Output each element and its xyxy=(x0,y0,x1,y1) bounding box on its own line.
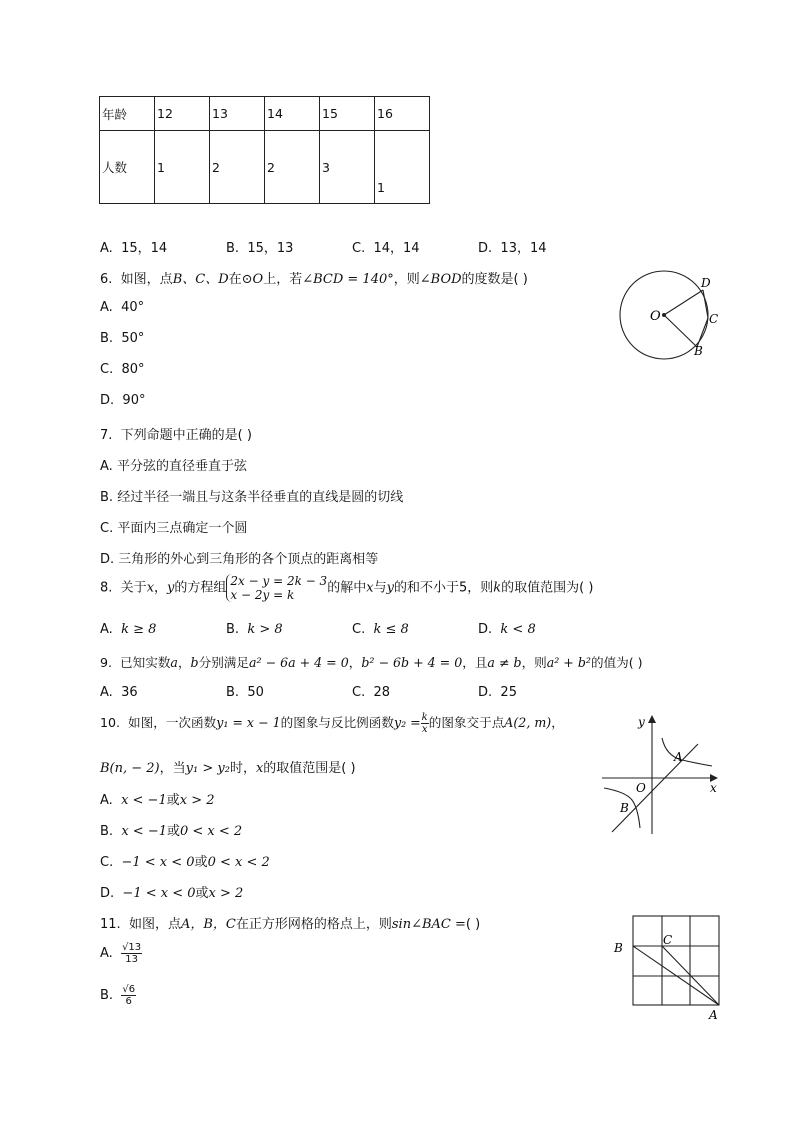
svg-text:C: C xyxy=(663,933,673,947)
table-cell: 13 xyxy=(210,97,265,131)
table-cell: 3 xyxy=(320,131,375,204)
svg-text:A: A xyxy=(709,1008,718,1022)
table-row xyxy=(100,97,430,131)
table-cell: 人数 xyxy=(100,131,155,204)
q7-option-d[interactable]: D. 三角形的外心到三角形的各个顶点的距离相等 xyxy=(100,552,379,567)
option-text: 13，14 xyxy=(500,241,547,256)
q6-stem: 6. 如图，点B、C、D在⊙O上，若∠BCD = 140°，则∠BOD的度数是( ) xyxy=(100,272,528,287)
table-cell: 15 xyxy=(320,97,375,131)
option-text: 15，13 xyxy=(247,241,294,256)
q6-option-d[interactable]: D. 90° xyxy=(100,393,146,408)
label-c: C xyxy=(709,312,719,326)
svg-text:x: x xyxy=(710,781,717,795)
table-cell: 12 xyxy=(155,97,210,131)
q9-stem: 9. 已知实数a，b分别满足a² − 6a + 4 = 0，b² − 6b + 4 = 0，且a ≠ b，则a² + b²的值为( ) xyxy=(100,655,643,670)
q9-option-a[interactable]: A. 36 xyxy=(100,685,138,700)
table-cell: 1 xyxy=(155,131,210,204)
q6-circle-figure xyxy=(615,268,725,363)
table-cell: 2 xyxy=(210,131,265,204)
table-cell: 2 xyxy=(265,131,320,204)
label-b: B xyxy=(694,344,703,358)
q7-stem: 7. 下列命题中正确的是( ) xyxy=(100,428,252,443)
q9-option-c[interactable]: C. 28 xyxy=(352,685,391,700)
option-letter: A. xyxy=(100,241,113,256)
table-cell: 16 xyxy=(375,97,430,131)
q8-stem: 8. 关于x，y的方程组 2x − y = 2k − 3 x − 2y = k 的解中x与y的和不小于5，则k的取值范围为( ) xyxy=(100,574,594,602)
q5-option-c[interactable] xyxy=(352,237,420,256)
svg-text:B: B xyxy=(614,941,623,955)
option-letter: C. xyxy=(352,241,366,256)
q8-option-b[interactable]: B. k > 8 xyxy=(226,622,283,637)
option-text: 14，14 xyxy=(373,241,420,256)
q7-option-a[interactable]: A. 平分弦的直径垂直于弦 xyxy=(100,459,247,474)
label-o: O xyxy=(650,309,661,324)
q11-grid-figure xyxy=(610,912,725,1024)
table-row xyxy=(100,131,430,204)
q10-option-c[interactable]: C. −1 < x < 0或0 < x < 2 xyxy=(100,855,270,870)
q6-option-b[interactable]: B. 50° xyxy=(100,331,145,346)
q11-option-a[interactable]: A. $\frac{√13}{13}$ xyxy=(100,942,142,965)
age-count-table xyxy=(99,96,430,204)
svg-text:O: O xyxy=(636,781,646,795)
option-letter: D. xyxy=(478,241,493,256)
table-cell: 14 xyxy=(265,97,320,131)
q10-option-d[interactable]: D. −1 < x < 0或x > 2 xyxy=(100,886,244,901)
label-d: D xyxy=(701,276,711,290)
table-cell: 1 xyxy=(375,131,430,204)
q9-option-b[interactable]: B. 50 xyxy=(226,685,264,700)
q10-stem-line2: B(n, − 2)，当y₁ > y₂时，x的取值范围是( ) xyxy=(100,761,356,776)
svg-text:y: y xyxy=(638,715,645,729)
q11-stem: 11. 如图，点A，B，C在正方形网格的格点上，则sin∠BAC =( ) xyxy=(100,917,481,932)
svg-text:B: B xyxy=(620,801,629,815)
q5-option-b[interactable] xyxy=(226,237,293,256)
svg-text:A: A xyxy=(674,750,683,764)
q11-option-b[interactable]: B. $\frac{√6}{6}$ xyxy=(100,984,136,1007)
q8-option-a[interactable]: A. k ≥ 8 xyxy=(100,622,157,637)
q10-option-a[interactable]: A. x < −1或x > 2 xyxy=(100,793,215,808)
q7-option-b[interactable]: B. 经过半径一端且与这条半径垂直的直线是圆的切线 xyxy=(100,490,404,505)
option-letter: B. xyxy=(226,241,240,256)
q10-graph-figure xyxy=(600,712,725,837)
q9-option-d[interactable]: D. 25 xyxy=(478,685,517,700)
q8-option-c[interactable]: C. k ≤ 8 xyxy=(352,622,409,637)
q8-option-d[interactable]: D. k < 8 xyxy=(478,622,536,637)
q10-stem-line1: 10. 如图，一次函数y₁ = x − 1的图象与反比例函数y₂ = $\frac{k}{x}$ 的图象交于点A(2, m)， xyxy=(100,712,564,735)
q10-option-b[interactable]: B. x < −1或0 < x < 2 xyxy=(100,824,243,839)
q7-option-c[interactable]: C. 平面内三点确定一个圆 xyxy=(100,521,248,536)
table-cell: 年龄 xyxy=(100,97,155,131)
q5-option-d[interactable] xyxy=(478,237,547,256)
q6-option-c[interactable]: C. 80° xyxy=(100,362,145,377)
q5-option-a[interactable] xyxy=(100,237,167,256)
option-text: 15，14 xyxy=(121,241,168,256)
q6-option-a[interactable]: A. 40° xyxy=(100,300,145,315)
equation-system: 2x − y = 2k − 3 x − 2y = k xyxy=(226,574,327,602)
